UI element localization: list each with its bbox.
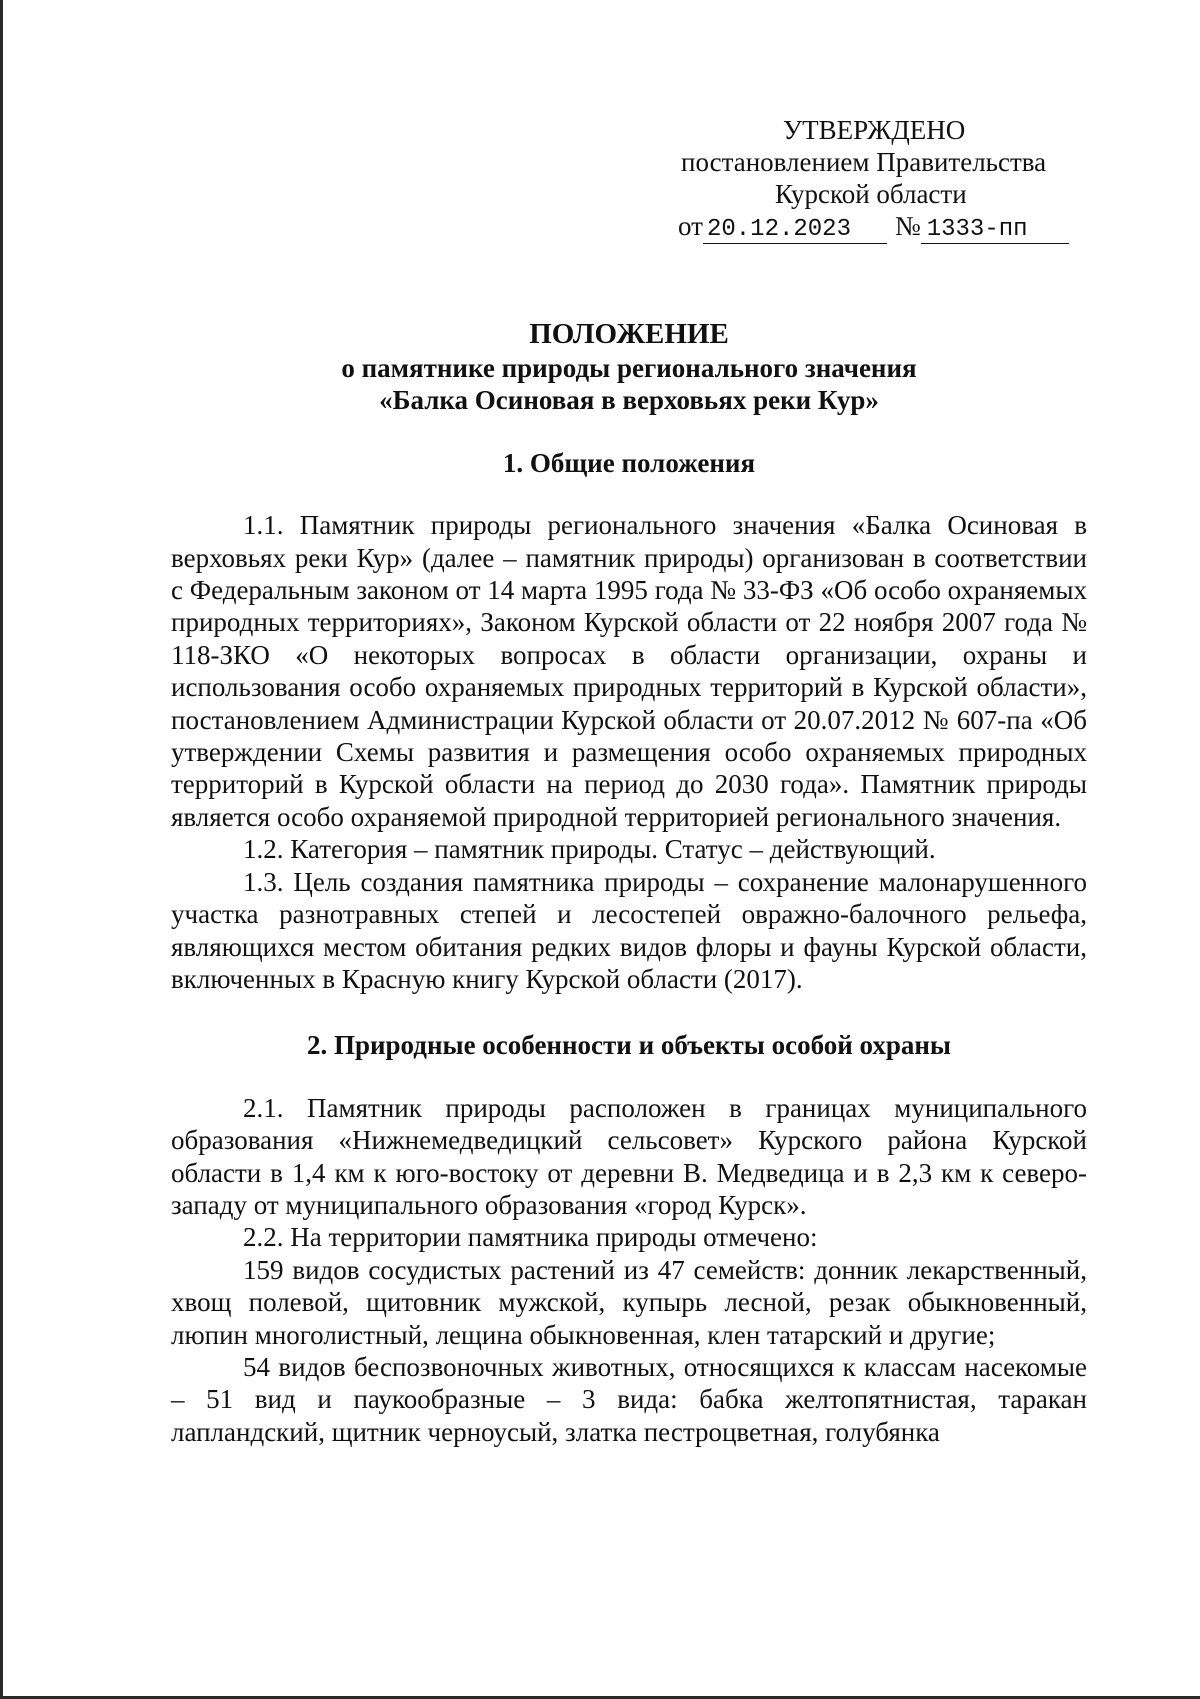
date-number-row: [678, 210, 1069, 244]
region-label: Курской области: [775, 179, 967, 209]
paragraph-1-2: 1.2. Категория – памятник природы. Статус – действующий.: [243, 834, 936, 865]
scan-border-left: [0, 0, 3, 1699]
document-body: [171, 316, 1087, 1448]
number-prefix: №: [894, 211, 921, 241]
paragraph-1-1: 1.1. Памятник природы регионального значения «Балка Осиновая в верховьях реки Кур» (далее – памятник природы) организован в соответствии с Федеральным законом от 14 марта 1995 года № 33-ФЗ «Об особо охраняемых природных территориях», Законом Курской области от 22 ноября 2007 года № 118-ЗКО «О некоторых вопросах в области организации, охраны и использования особо охраняемых природных территорий в Курской области», постановлением Администрации Курской области от 20.07.2012 № 607-па «Об утверждении Схемы развития и размещения особо охраняемых природных территорий в Курской области на период до 2030 года». Памятник природы является особо охраняемой природной территорией регионального значения.: [171, 510, 1087, 832]
decree-label: постановлением Правительства: [681, 147, 1047, 177]
paragraph-2-1: 2.1. Памятник природы расположен в границах муниципального образования «Нижнемедведицкий сельсовет» Курского района Курской области в 1,4 км к юго-востоку от деревни В. Медведица и в 2,3 км к северо-западу от муниципального образования «город Курск».: [171, 1092, 1087, 1220]
document-title-block: [171, 316, 1087, 417]
document-subtitle-2: «Балка Осиновая в верховьях реки Кур»: [379, 385, 879, 416]
paragraph-1-3: 1.3. Цель создания памятника природы – сохранение малонарушенного участка разнотравных степей и лесостепей овражно-балочного рельефа, являющихся местом обитания редких видов флоры и фауны Курской области, включенных в Красную книгу Курской области (2017).: [171, 866, 1087, 994]
approved-label: УТВЕРЖДЕНО: [783, 115, 966, 145]
paragraph-2-2: 2.2. На территории памятника природы отмечено:: [243, 1222, 818, 1253]
section-1-heading: 1. Общие положения: [502, 447, 756, 478]
document-subtitle-1: о памятнике природы регионального значения: [341, 353, 917, 383]
decree-number: 1333-пп: [921, 217, 1069, 244]
section-2-heading: 2. Природные особенности и объекты особой охраны: [306, 1030, 952, 1061]
paragraph-2-2-invertebrates: 54 видов беспозвоночных животных, относящихся к классам насекомые – 51 вид и паукообразные – 3 вида: бабка желтопятнистая, таракан лапландский, щитник черноусый, златка пестроцветная, голубянка: [171, 1351, 1087, 1447]
date-prefix: от: [678, 211, 703, 241]
paragraph-2-2-plants: 159 видов сосудистых растений из 47 семейств: донник лекарственный, хвощ полевой, щитовник мужской, купырь лесной, резак обыкновенный, люпин многолистный, лещина обыкновенная, клен татарский и другие;: [171, 1254, 1087, 1350]
decree-date: 20.12.2023: [703, 217, 887, 244]
document-title: ПОЛОЖЕНИЕ: [529, 318, 729, 350]
